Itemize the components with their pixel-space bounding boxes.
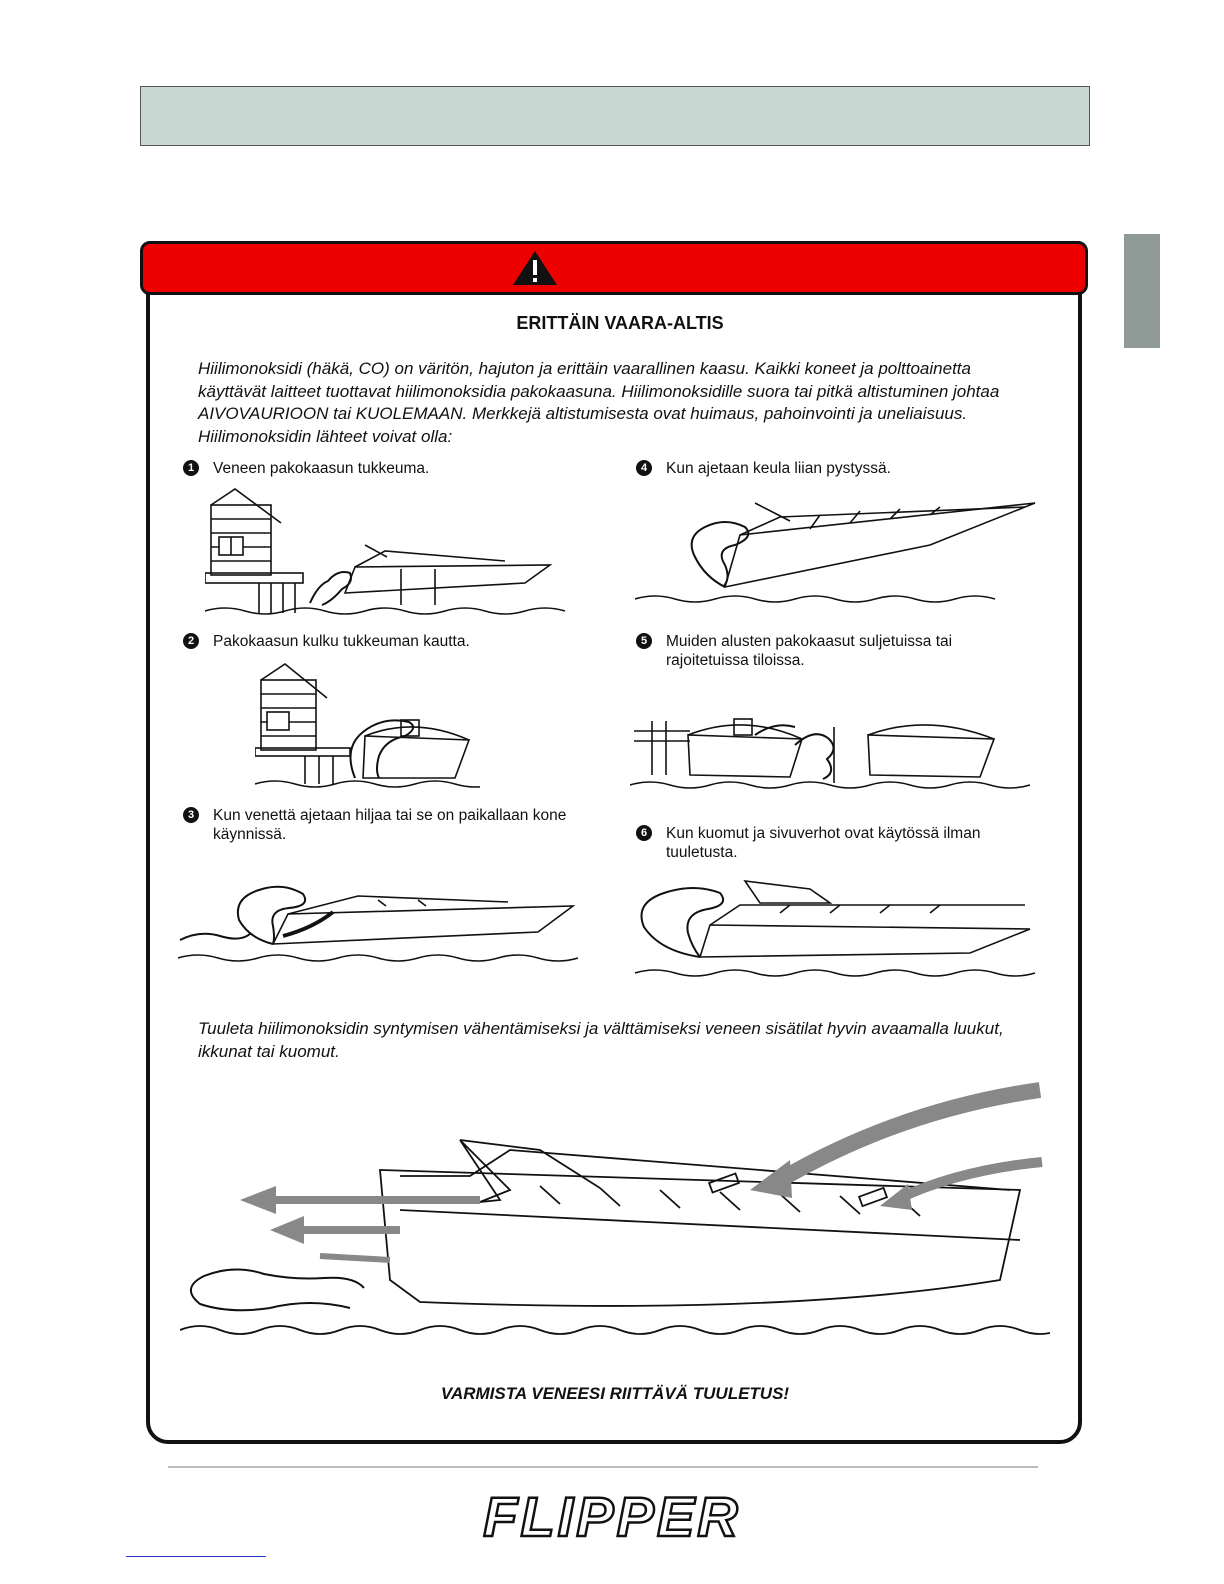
svg-text:FLIPPER: FLIPPER (483, 1486, 741, 1546)
list-item (183, 632, 583, 651)
item-text: Kun venettä ajetaan hiljaa tai se on paikallaan kone käynnissä. (213, 807, 567, 843)
item-number: 6 (636, 825, 652, 841)
warning-triangle-icon (511, 249, 559, 287)
item-text: Kun kuomut ja sivuverhot ovat käytössä ilman tuuletusta. (666, 825, 981, 861)
list-item (636, 459, 1036, 478)
warning-title: ERITTÄIN VAARA-ALTIS (516, 313, 724, 333)
footer-link-underline (126, 1556, 266, 1557)
item-number: 1 (183, 460, 199, 476)
item-text: Kun ajetaan keula liian pystyssä. (666, 460, 891, 477)
list-item (636, 632, 1016, 670)
illustration-bow-high (630, 495, 1040, 610)
flipper-logo (452, 1486, 772, 1546)
illustration-idling (178, 878, 578, 978)
list-item (636, 824, 1036, 862)
illustration-canopy (630, 875, 1040, 985)
ventilation-instruction: Tuuleta hiilimonoksidin syntymisen vähentämiseksi ja välttämiseksi veneen sisätilat hyvin avaamalla luukut, ikkunat tai kuomut. (198, 1019, 1004, 1061)
item-text: Pakokaasun kulku tukkeuman kautta. (213, 633, 470, 650)
closing-warning: VARMISTA VENEESI RIITTÄVÄ TUULETUS! (440, 1384, 790, 1403)
item-text: Veneen pakokaasun tukkeuma. (213, 460, 430, 477)
item-number: 5 (636, 633, 652, 649)
illustration-other-vessels (630, 705, 1040, 790)
footer-divider (168, 1466, 1038, 1468)
item-number: 4 (636, 460, 652, 476)
illustration-blocked-exhaust (205, 485, 575, 620)
illustration-ventilation (180, 1080, 1050, 1360)
list-item (183, 459, 583, 478)
illustration-exhaust-path (255, 660, 480, 788)
list-item (183, 806, 603, 844)
header-bar (140, 86, 1090, 146)
item-text: Muiden alusten pakokaasut suljetuissa tai rajoitetuissa tiloissa. (666, 633, 953, 669)
warning-band (140, 241, 1088, 295)
section-tab (1124, 234, 1160, 348)
warning-intro: Hiilimonoksidi (häkä, CO) on väritön, hajuton ja erittäin vaarallinen kaasu. Kaikki koneet ja polttoainetta käyttävät laitteet tuottavat hiilimonoksidia pakokaasuna. Hiilimonoksidille suora tai pitkä altistuminen johtaa AIVOVAURIOON tai KUOLEMAAN. Merkkejä altistumisesta ovat huimaus, pahoinvointi ja uneliaisuus. Hiilimonoksidin lähteet voivat olla: (198, 359, 1000, 446)
item-number: 2 (183, 633, 199, 649)
item-number: 3 (183, 807, 199, 823)
